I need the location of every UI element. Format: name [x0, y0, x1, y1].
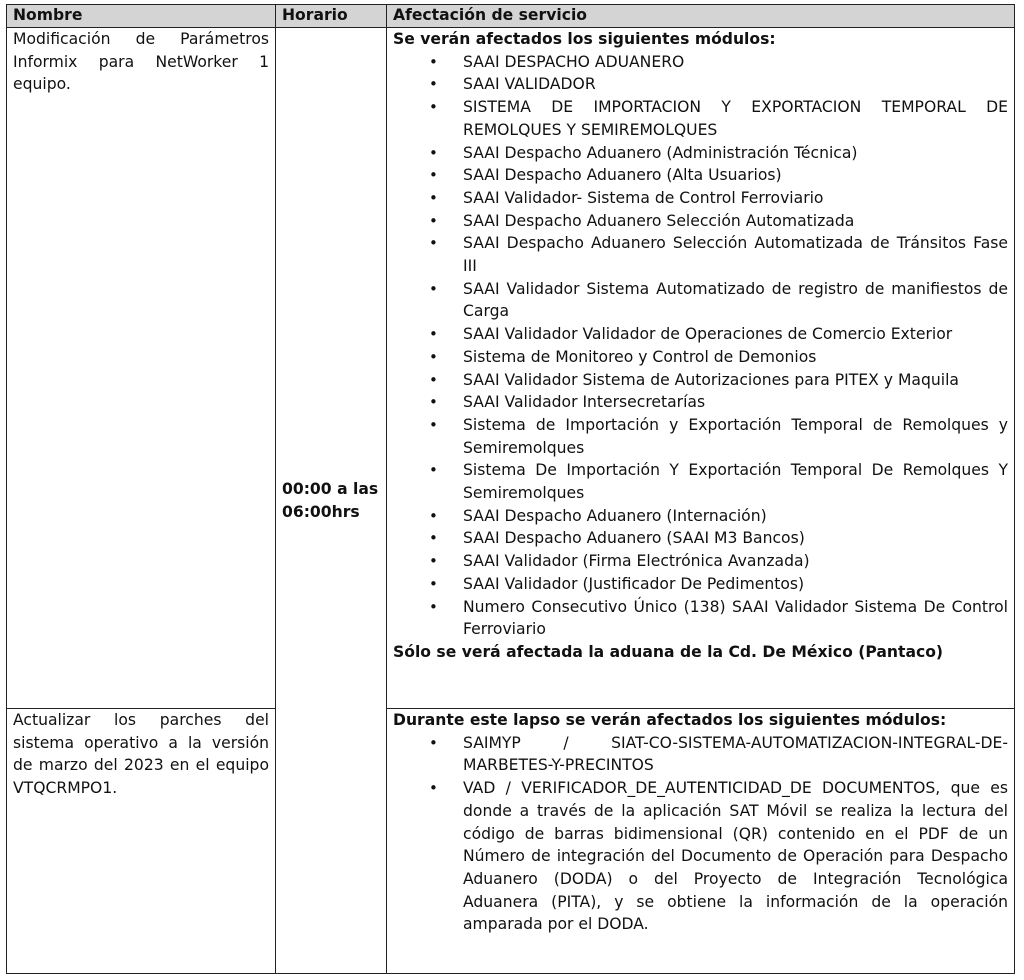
task-name: Actualizar los parches del sistema operativo a la versión de marzo del 2023 en el equipo VTQCRMPO1.	[7, 709, 276, 974]
impact-cell	[387, 28, 1015, 709]
table-row	[7, 709, 1015, 974]
list-item: • SAAI Despacho Aduanero (Administración Técnica)	[463, 142, 1008, 165]
list-item: • SISTEMA DE IMPORTACION Y EXPORTACION TEMPORAL DE REMOLQUES Y SEMIREMOLQUES	[463, 96, 1008, 141]
list-item: • VAD / VERIFICADOR_DE_AUTENTICIDAD_DE DOCUMENTOS, que es donde a través de la aplicación SAT Móvil se realiza la lectura del código de barras bidimensional (QR) contenido en el PDF de un Número de integración del Documento de Operación para Despacho Aduanero (DODA) o del Proyecto de Integración Tecnológica Aduanera (PITA), y se obtiene la información de la operación amparada por el DODA.	[463, 777, 1008, 936]
list-item: • SAAI Despacho Aduanero (Internación)	[463, 505, 1008, 528]
list-item: • SAAI Despacho Aduanero Selección Automatizada de Tránsitos Fase III	[463, 232, 1008, 277]
module-list	[393, 732, 1008, 936]
list-item: • SAAI Despacho Aduanero (SAAI M3 Bancos)	[463, 527, 1008, 550]
list-item: • SAAI Validador (Firma Electrónica Avanzada)	[463, 550, 1008, 573]
list-item: • Sistema De Importación Y Exportación Temporal De Remolques Y Semiremolques	[463, 459, 1008, 504]
list-item: • SAAI VALIDADOR	[463, 73, 1008, 96]
header-impact: Afectación de servicio	[387, 5, 1015, 28]
list-item: • Sistema de Monitoreo y Control de Demonios	[463, 346, 1008, 369]
schedule-cell: 00:00 a las 06:00hrs	[276, 28, 387, 974]
header-name: Nombre	[7, 5, 276, 28]
list-item: • SAAI Validador Sistema de Autorizaciones para PITEX y Maquila	[463, 369, 1008, 392]
module-list	[393, 51, 1008, 641]
list-item: • SAAI Validador (Justificador De Pedimentos)	[463, 573, 1008, 596]
impact-intro: Se verán afectados los siguientes módulos:	[393, 30, 776, 48]
list-item: • SAAI Validador Intersecretarías	[463, 391, 1008, 414]
maintenance-table	[6, 4, 1015, 974]
list-item: • SAAI Validador Validador de Operaciones de Comercio Exterior	[463, 323, 1008, 346]
header-row	[7, 5, 1015, 28]
impact-intro: Durante este lapso se verán afectados los siguientes módulos:	[393, 711, 947, 729]
list-item: • SAAI Validador- Sistema de Control Ferroviario	[463, 187, 1008, 210]
list-item: • Sistema de Importación y Exportación Temporal de Remolques y Semiremolques	[463, 414, 1008, 459]
list-item: • SAAI Validador Sistema Automatizado de registro de manifiestos de Carga	[463, 278, 1008, 323]
list-item: • Numero Consecutivo Único (138) SAAI Validador Sistema De Control Ferroviario	[463, 596, 1008, 641]
header-schedule: Horario	[276, 5, 387, 28]
list-item: • SAIMYP / SIAT-CO-SISTEMA-AUTOMATIZACION-INTEGRAL-DE-MARBETES-Y-PRECINTOS	[463, 732, 1008, 777]
impact-note: Sólo se verá afectada la aduana de la Cd. De México (Pantaco)	[393, 642, 944, 661]
list-item: • SAAI Despacho Aduanero Selección Automatizada	[463, 210, 1008, 233]
list-item: • SAAI Despacho Aduanero (Alta Usuarios)	[463, 164, 1008, 187]
task-name: Modificación de Parámetros Informix para NetWorker 1 equipo.	[7, 28, 276, 709]
list-item: • SAAI DESPACHO ADUANERO	[463, 51, 1008, 74]
impact-cell	[387, 709, 1015, 974]
table-row	[7, 28, 1015, 709]
